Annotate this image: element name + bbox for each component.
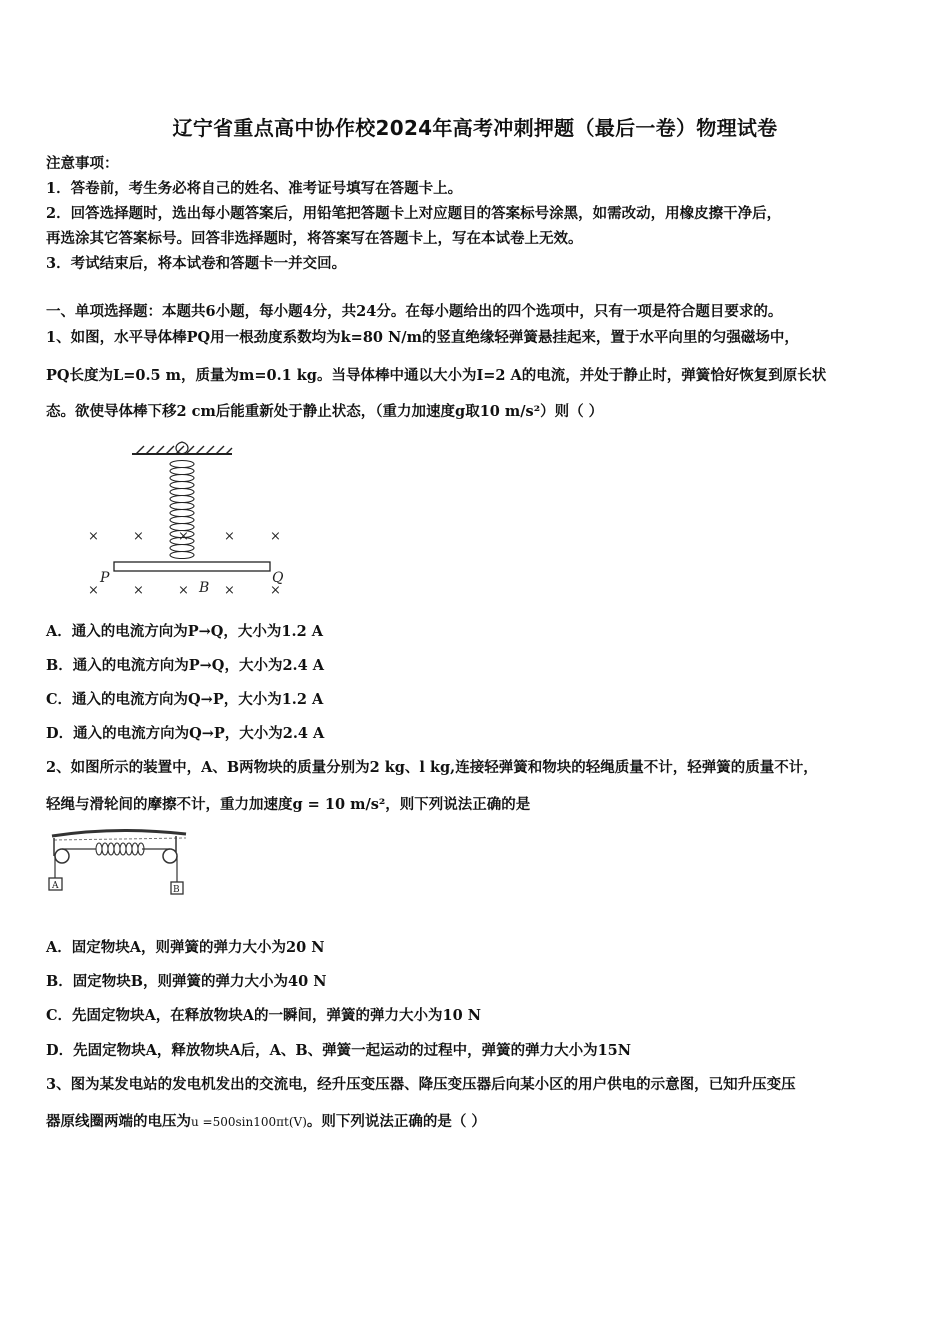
pulley-right [163, 849, 177, 863]
section-heading: 一、单项选择题：本题共6小题，每小题4分，共24分。在每小题给出的四个选项中，只有一项是符合题目要求的。 [46, 303, 783, 320]
field-mark: × [224, 529, 235, 544]
option-a: A．通入的电流方向为P→Q，大小为1.2 A [46, 623, 323, 640]
field-mark: × [88, 529, 99, 544]
question-text: 态。欲使导体棒下移2 cm后能重新处于静止状态，（重力加速度g取10 m/s²）则（ ） [46, 403, 604, 420]
notice-item: 1．答卷前，考生务必将自己的姓名、准考证号填写在答题卡上。 [46, 180, 463, 197]
label-b: B [199, 580, 210, 596]
pulley-spring-figure [46, 822, 196, 902]
question-text: PQ长度为L=0.5 m，质量为m=0.1 kg。当导体棒中通以大小为I=2 A的电流，并处于静止时，弹簧恰好恢复到原长状 [46, 367, 827, 384]
question-text: 器原线圈两端的电压为 [46, 1113, 191, 1130]
voltage-formula: u =500sin100πt(V) [191, 1115, 307, 1129]
page-title: 辽宁省重点高中协作校2024年高考冲刺押题（最后一卷）物理试卷 [172, 116, 778, 140]
field-mark: × [88, 583, 99, 598]
notice-heading: 注意事项： [46, 155, 119, 172]
notice-item: 3．考试结束后，将本试卷和答题卡一并交回。 [46, 255, 347, 272]
option-c: C．先固定物块A，在释放物块A的一瞬间，弹簧的弹力大小为10 N [46, 1007, 482, 1024]
field-mark: × [224, 583, 235, 598]
label-p: P [100, 570, 110, 586]
label-a: A [52, 881, 59, 891]
spring [96, 843, 144, 855]
field-mark: × [133, 583, 144, 598]
question-text: 轻绳与滑轮间的摩擦不计，重力加速度g = 10 m/s²，则下列说法正确的是 [46, 796, 531, 813]
notice-item: 再选涂其它答案标号。回答非选择题时，将答案写在答题卡上，写在本试卷上无效。 [46, 230, 583, 247]
field-mark: × [178, 529, 189, 544]
field-mark: × [270, 583, 281, 598]
field-mark: × [133, 529, 144, 544]
pulley-left [55, 849, 69, 863]
option-d: D．先固定物块A，释放物块A后，A、B、弹簧一起运动的过程中，弹簧的弹力大小为15N [46, 1042, 632, 1059]
conductor-rod [114, 562, 270, 571]
option-c: C．通入的电流方向为Q→P，大小为1.2 A [46, 691, 324, 708]
question-text: 1、如图，水平导体棒PQ用一根劲度系数均为k=80 N/m的竖直绝缘轻弹簧悬挂起来，置于水平向里的匀强磁场中， [46, 329, 799, 346]
label-b: B [173, 885, 180, 895]
option-a: A．固定物块A，则弹簧的弹力大小为20 N [46, 939, 325, 956]
label-q: Q [272, 570, 284, 586]
option-b: B．通入的电流方向为P→Q，大小为2.4 A [46, 657, 324, 674]
question-text-line2 [46, 1110, 486, 1131]
field-mark: × [270, 529, 281, 544]
spring-rod-figure [80, 432, 310, 602]
question-text: 2、如图所示的装置中，A、B两物块的质量分别为2 kg、l kg,连接轻弹簧和物块的轻绳质量不计，轻弹簧的质量不计， [46, 759, 818, 776]
question-text: 。则下列说法正确的是（ ） [306, 1113, 486, 1130]
field-mark: × [178, 583, 189, 598]
question-text: 3、图为某发电站的发电机发出的交流电，经升压变压器、降压变压器后向某小区的用户供电的示意图，已知升压变压 [46, 1076, 796, 1093]
option-b: B．固定物块B，则弹簧的弹力大小为40 N [46, 973, 327, 990]
notice-item: 2．回答选择题时，选出每小题答案后，用铅笔把答题卡上对应题目的答案标号涂黑，如需改动，用橡皮擦干净后， [46, 205, 782, 222]
option-d: D．通入的电流方向为Q→P，大小为2.4 A [46, 725, 325, 742]
table-surface [52, 830, 186, 836]
